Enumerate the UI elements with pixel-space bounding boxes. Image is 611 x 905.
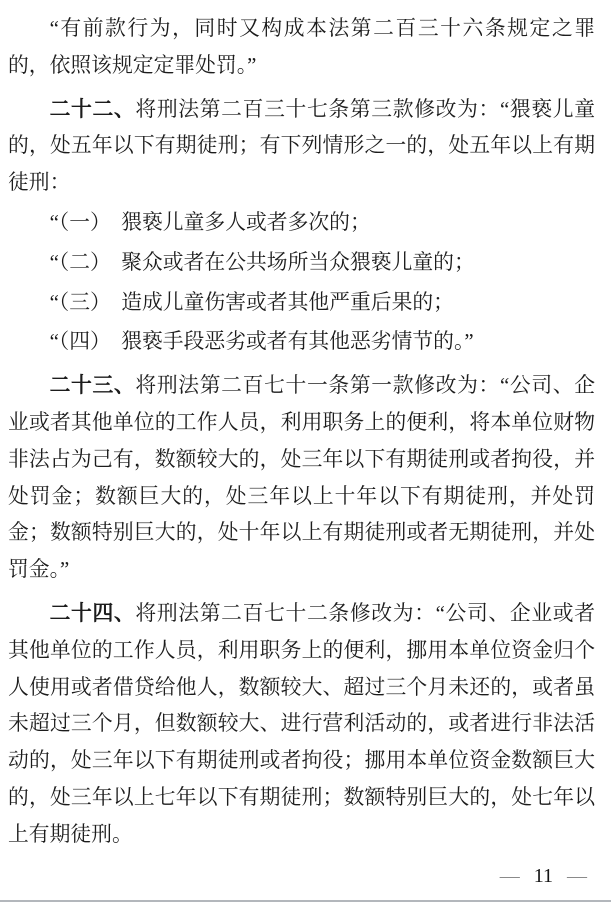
section-22-number: 二十二、 xyxy=(49,97,136,121)
paragraph-text: “（一） 猥亵儿童多人或者多次的； xyxy=(49,210,371,234)
paragraph-text: 将刑法第二百七十二条修改为：“公司、企业或者其他单位的工作人员，利用职务上的便利，挪用本单位资金归个人使用或者借贷给他人，数额较大、超过三个月未还的，或者虽未超过三个月，但数额较大、进行营利活动的，或者进行非法活动的，处三年以下有期徒刑或者拘役；挪用本单位资金数额巨大的，处三年以上七年以下有期徒刑；数额特别巨大的，处七年以上有期徒刑。 xyxy=(8,601,596,846)
list-item-2 xyxy=(8,245,595,282)
page-number-right-dash: — xyxy=(567,865,587,887)
paragraph-text: 将刑法第二百七十一条第一款修改为：“公司、企业或者其他单位的工作人员，利用职务上的便利，将本单位财物非法占为己有，数额较大的，处三年以下有期徒刑或者拘役，并处罚金；数额巨大的，处三年以上十年以下有期徒刑，并处罚金；数额特别巨大的，处十年以上有期徒刑或者无期徒刑，并处罚金。” xyxy=(8,374,596,582)
paragraph-text: “（四） 猥亵手段恶劣或者有其他恶劣情节的。” xyxy=(49,330,474,354)
paragraph-text: “有前款行为，同时又构成本法第二百三十六条规定之罪的，依照该规定定罪处罚。” xyxy=(8,17,595,77)
list-item-4 xyxy=(8,324,595,361)
page-number-value: 11 xyxy=(533,865,553,887)
list-item-3 xyxy=(8,285,595,322)
paragraph-text: “（三） 造成儿童伤害或者其他严重后果的； xyxy=(49,290,454,314)
section-24-number: 二十四、 xyxy=(49,601,136,625)
section-22-paragraph xyxy=(8,92,595,202)
section-23-paragraph xyxy=(8,368,595,589)
list-item-1 xyxy=(8,205,595,242)
section-23-number: 二十三、 xyxy=(49,374,136,398)
page-number xyxy=(500,862,587,890)
page-number-left-dash: — xyxy=(499,865,520,887)
paragraph-text: “（二） 聚众或者在公共场所当众猥亵儿童的； xyxy=(49,250,475,274)
paragraph-text: 将刑法第二百三十七条第三款修改为：“猥亵儿童的，处五年以下有期徒刑；有下列情形之一的，处五年以上有期徒刑： xyxy=(8,97,596,195)
page-edge-divider xyxy=(0,900,611,902)
section-24-paragraph xyxy=(8,596,595,854)
paragraph-continuation xyxy=(8,11,595,85)
